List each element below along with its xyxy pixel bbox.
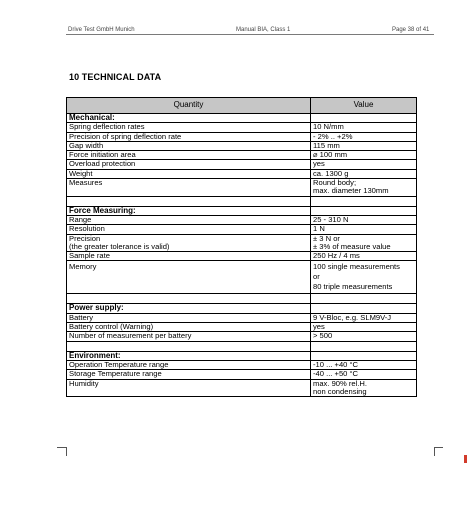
- section-heading: Environment:: [67, 351, 311, 360]
- margin-mark: [464, 455, 467, 463]
- table-row: Overload protection yes: [67, 160, 417, 169]
- section-heading: Force Measuring:: [67, 206, 311, 215]
- table-row: Storage Temperature range -40 ... +50 °C: [67, 370, 417, 379]
- crop-mark: [66, 447, 67, 456]
- table-row: Battery control (Warning) yes: [67, 323, 417, 332]
- crop-mark: [434, 447, 435, 456]
- table-row: Range 25 - 310 N: [67, 215, 417, 224]
- table-row: Resolution 1 N: [67, 225, 417, 234]
- column-header-value: Value: [311, 98, 417, 114]
- table-row: Humidity max. 90% rel.H. non condensing: [67, 379, 417, 397]
- table-row: Precision (the greater tolerance is valid) ± 3 N or ± 3% of measure value: [67, 234, 417, 252]
- table-row: Number of measurement per battery > 500: [67, 332, 417, 341]
- table-row: Spring deflection rates 10 N/mm: [67, 123, 417, 132]
- crop-mark: [434, 447, 443, 448]
- table-row: Memory 100 single measurements or 80 triple measurements: [67, 261, 417, 294]
- section-heading: Power supply:: [67, 304, 311, 313]
- crop-mark: [57, 447, 66, 448]
- table-row: Measures Round body; max. diameter 130mm: [67, 179, 417, 197]
- table-row: Precision of spring deflection rate - 2% .. +2%: [67, 132, 417, 141]
- table-header-row: [67, 98, 417, 114]
- table-row: Operation Temperature range -10 ... +40 °C: [67, 360, 417, 369]
- header-manual: Manual BIA, Class 1: [236, 27, 291, 33]
- header-rule: [66, 34, 434, 35]
- technical-data-table: [66, 97, 417, 397]
- column-header-quantity: Quantity: [67, 98, 311, 114]
- header-company: Drive Test GmbH Munich: [68, 27, 135, 33]
- table-row: Battery 9 V-Bloc, e.g. SLM9V-J: [67, 313, 417, 322]
- section-heading: Mechanical:: [67, 114, 311, 123]
- header-page-number: Page 38 of 41: [392, 27, 430, 33]
- section-title: 10 TECHNICAL DATA: [69, 72, 162, 82]
- table-row: Gap width 115 mm: [67, 141, 417, 150]
- table-row: Sample rate 250 Hz / 4 ms: [67, 252, 417, 261]
- table-row: Weight ca. 1300 g: [67, 169, 417, 178]
- table-row: Force initiation area ⌀ 100 mm: [67, 151, 417, 160]
